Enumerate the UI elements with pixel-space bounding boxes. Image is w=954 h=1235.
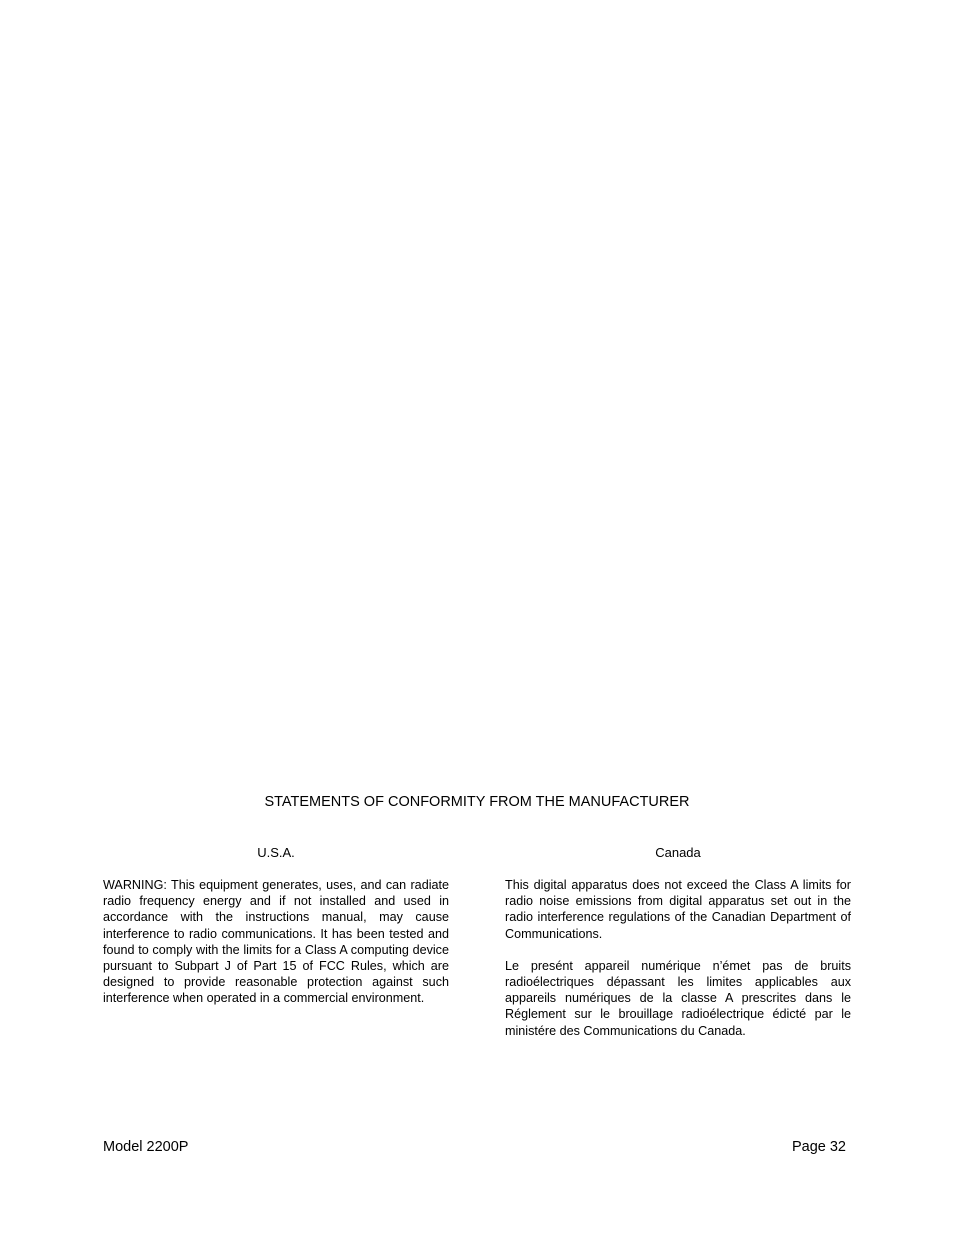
usa-heading: U.S.A. — [257, 845, 295, 860]
canada-english-paragraph: This digital apparatus does not exceed the Class A limits for radio noise emissions from digital apparatus set out in the radio interference regulations of the Canadian Department of Communications. — [505, 878, 851, 941]
page-title: STATEMENTS OF CONFORMITY FROM THE MANUFACTURER — [264, 794, 690, 810]
footer-model: Model 2200P — [103, 1139, 189, 1155]
usa-warning-paragraph: WARNING: This equipment generates, uses, and can radiate radio frequency energy and if not installed and used in accordance with the instructions manual, may cause interference to radio communications. It has been tested and found to comply with the limits for a Class A computing device pursuant to Subpart J of Part 15 of FCC Rules, which are designed to provide reasonable protection against such interference when operated in a commercial environment. — [103, 878, 449, 1006]
usa-section — [103, 845, 449, 1023]
canada-section — [505, 845, 851, 1055]
canada-heading: Canada — [655, 845, 701, 860]
footer-page-number: Page 32 — [791, 1139, 846, 1155]
canada-french-paragraph: Le presént appareil numérique n’émet pas de bruits radioélectriques dépassant les limites applicables aux appareils numériques de la classe A prescrites dans le Réglement sur le brouillage radioélectrique édicté par le ministére des Communications du Canada. — [505, 958, 851, 1038]
